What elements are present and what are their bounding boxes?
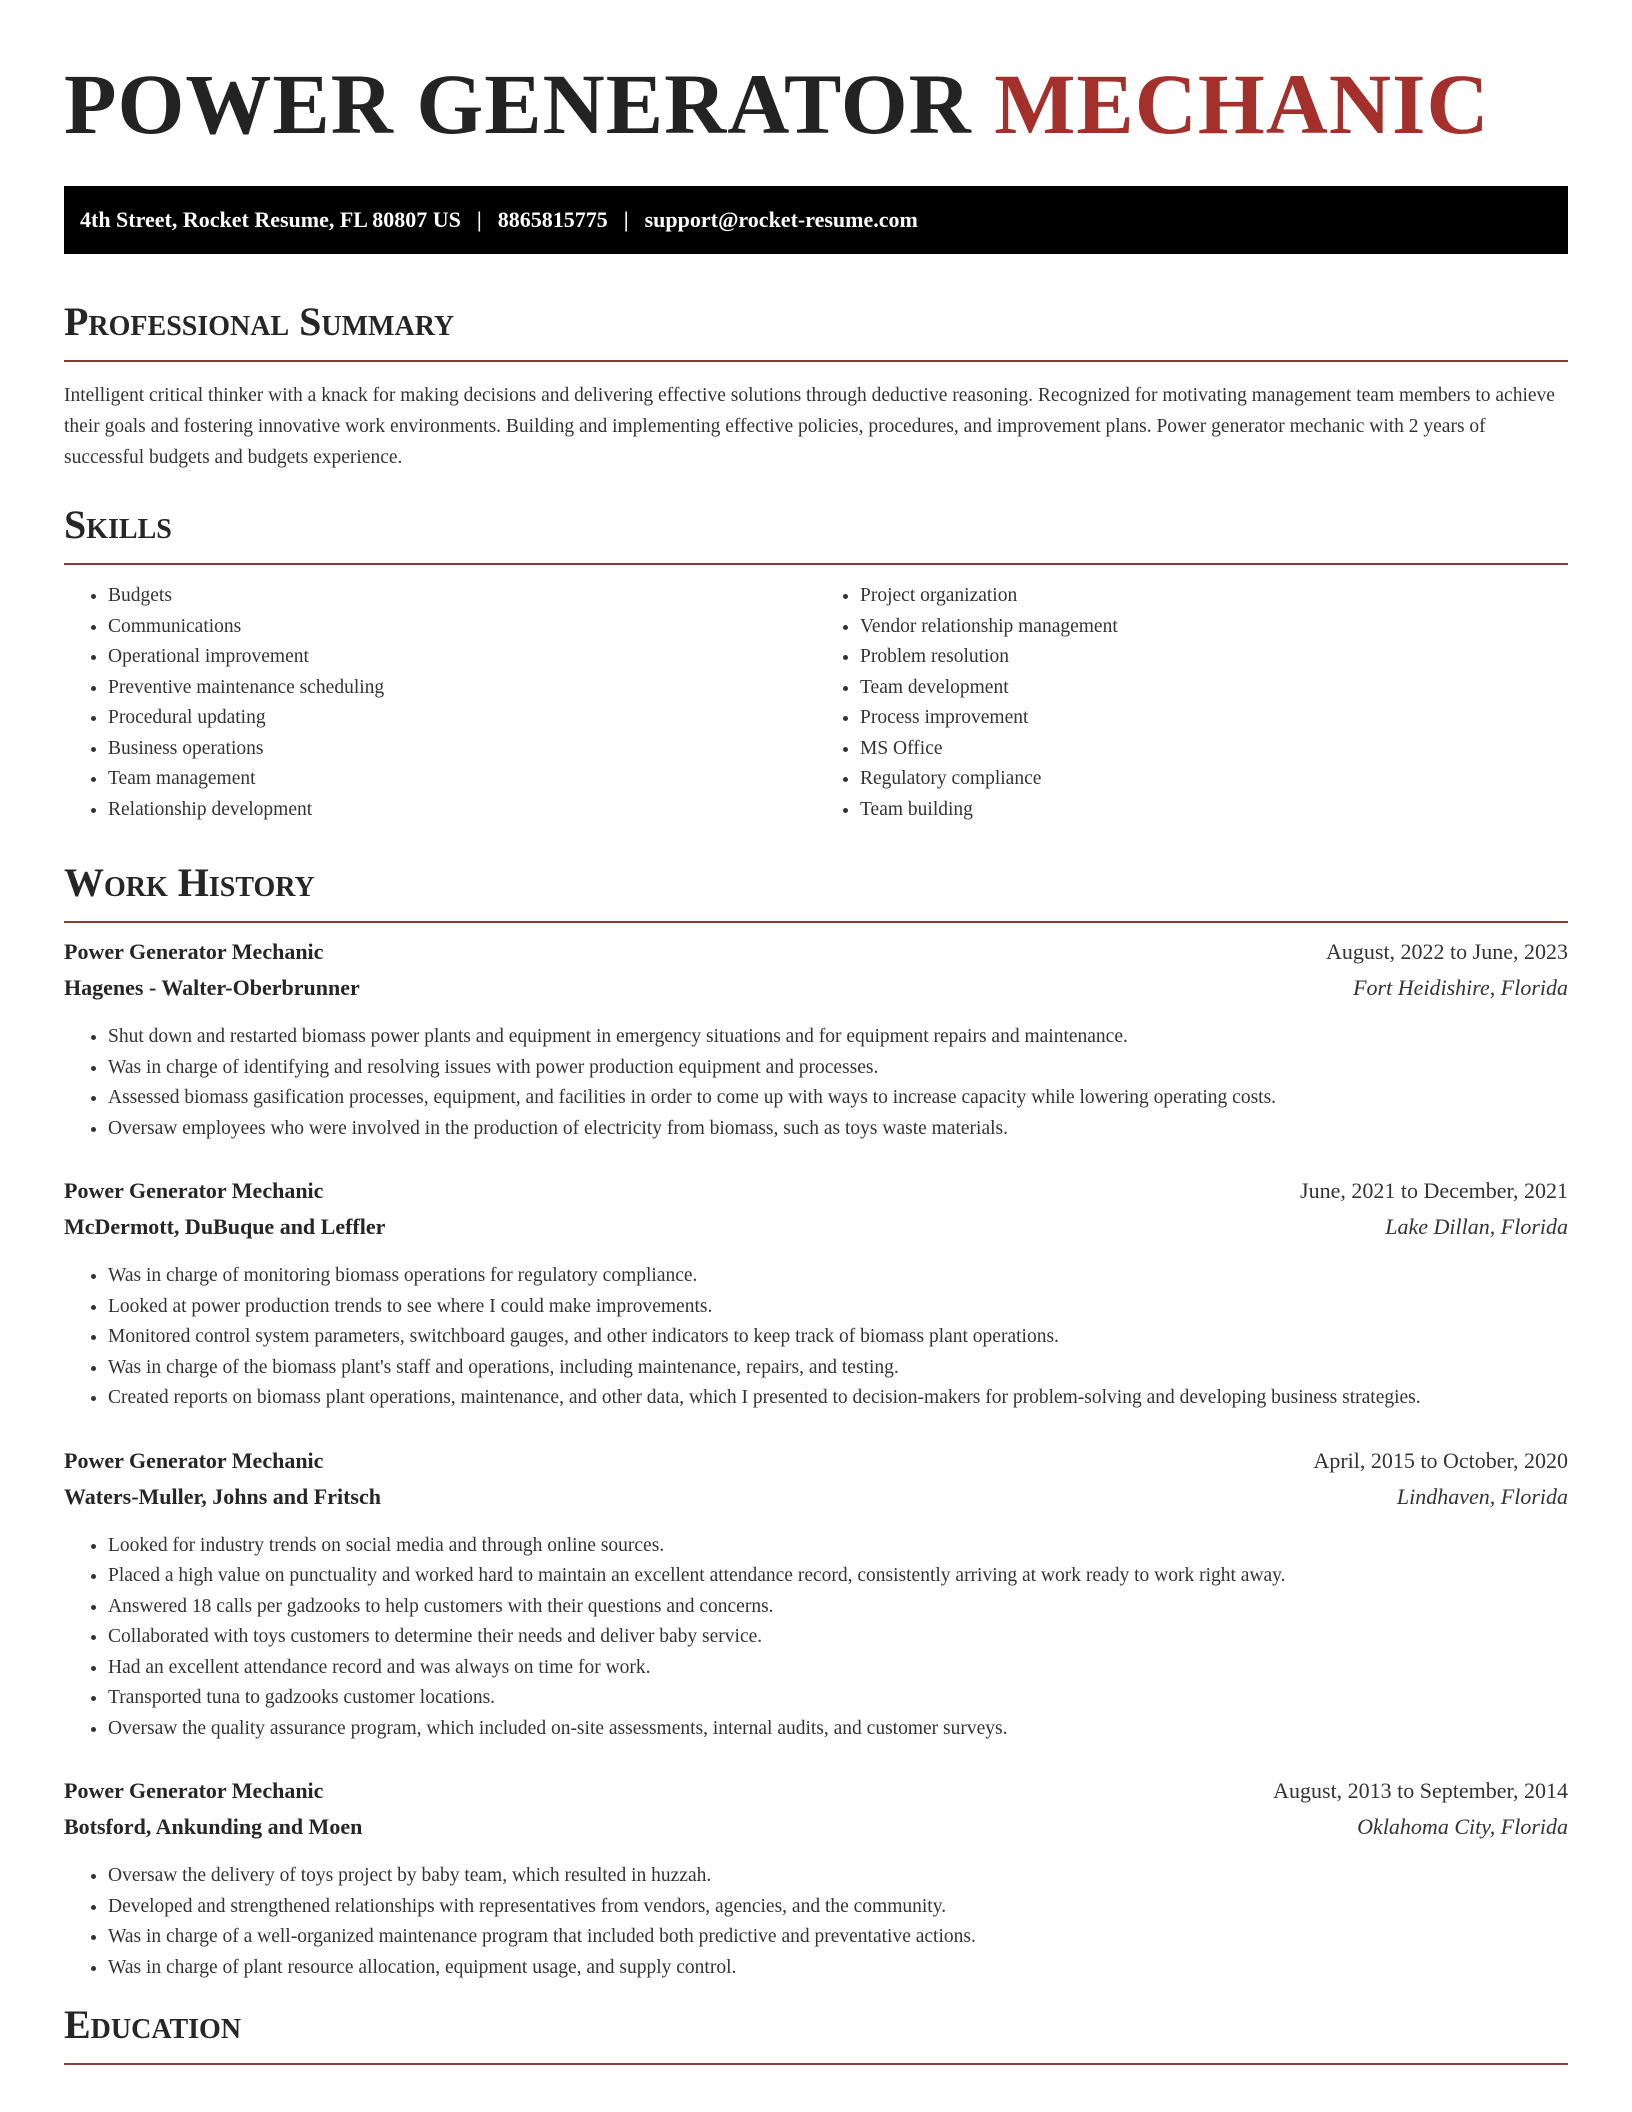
job-bullet: • Answered 18 calls per gadzooks to help customers with their questions and concerns.	[108, 1592, 1568, 1623]
name-accent-part: MECHANIC	[994, 56, 1490, 152]
job-bullet: • Was in charge of identifying and resolving issues with power production equipment and processes.	[108, 1053, 1568, 1084]
job-header-row	[64, 1178, 1568, 1214]
job-title: Power Generator Mechanic	[64, 1778, 324, 1803]
contact-email: support@rocket-resume.com	[644, 207, 918, 232]
job-bullet: • Monitored control system parameters, switchboard gauges, and other indicators to keep track of biomass plant operations.	[108, 1322, 1568, 1353]
section-divider	[64, 921, 1568, 923]
job-company-row	[64, 1214, 1568, 1250]
section-title-skills: Skills	[64, 502, 172, 547]
job-header-row	[64, 1778, 1568, 1814]
section-title-education: Education	[64, 2002, 242, 2047]
skills-list-right	[816, 581, 1568, 825]
summary-text: Intelligent critical thinker with a knack for making decisions and delivering effective solutions through deductive reasoning. Recognized for motivating management team members to achieve their goals and fostering innovative work environments. Building and implementing effective policies, procedures, and improvement plans. Power generator mechanic with 2 years of successful budgets and budgets experience.	[64, 385, 1555, 468]
job-bullet: • Shut down and restarted biomass power plants and equipment in emergency situations and for equipment repairs and maintenance.	[108, 1022, 1568, 1053]
skill-item: • Project organization	[860, 581, 1568, 612]
job-bullet-list	[64, 1022, 1568, 1144]
job-bullet: • Transported tuna to gadzooks customer locations.	[108, 1683, 1568, 1714]
job-company: McDermott, DuBuque and Leffler	[64, 1214, 386, 1239]
job-title: Power Generator Mechanic	[64, 1447, 324, 1473]
job-header-row	[64, 1448, 1568, 1484]
job-location: Oklahoma City, Florida	[1357, 1814, 1568, 1839]
skill-item: • Process improvement	[860, 703, 1568, 734]
resume-name	[64, 56, 1568, 152]
skill-item: • Preventive maintenance scheduling	[108, 673, 816, 704]
job-location: Lindhaven, Florida	[1396, 1483, 1568, 1509]
job-bullet: • Was in charge of the biomass plant's staff and operations, including maintenance, repairs, and testing.	[108, 1353, 1568, 1384]
summary-section	[64, 298, 1568, 473]
skill-item: • Problem resolution	[860, 642, 1568, 673]
job-bullet: • Developed and strengthened relationships with representatives from vendors, agencies, and the community.	[108, 1892, 1568, 1923]
work-history-section	[64, 859, 1568, 1983]
section-divider	[64, 360, 1568, 362]
skills-section	[64, 501, 1568, 825]
skill-item: • Relationship development	[108, 795, 816, 826]
contact-phone: 8865815775	[497, 207, 608, 232]
job-bullet: • Placed a high value on punctuality and worked hard to maintain an excellent attendance record, consistently arriving at work ready to work right away.	[108, 1561, 1568, 1592]
job-bullet: • Looked at power production trends to see where I could make improvements.	[108, 1292, 1568, 1323]
job-bullet-list	[64, 1861, 1568, 1983]
job-entry	[64, 939, 1568, 1144]
job-dates: August, 2022 to June, 2023	[1326, 939, 1568, 964]
job-title: Power Generator Mechanic	[64, 939, 324, 964]
skill-item: • MS Office	[860, 734, 1568, 765]
job-title: Power Generator Mechanic	[64, 1178, 324, 1203]
job-bullet: • Oversaw the delivery of toys project by baby team, which resulted in huzzah.	[108, 1861, 1568, 1892]
contact-bar	[64, 186, 1568, 254]
job-company: Botsford, Ankunding and Moen	[64, 1814, 363, 1839]
job-bullet-list	[64, 1261, 1568, 1414]
job-dates: April, 2015 to October, 2020	[1313, 1447, 1568, 1473]
job-dates: August, 2013 to September, 2014	[1273, 1778, 1568, 1803]
section-title-summary: Professional Summary	[64, 299, 455, 344]
skill-item: • Operational improvement	[108, 642, 816, 673]
job-entry	[64, 1778, 1568, 1983]
contact-separator: |	[623, 207, 629, 232]
skills-list-left	[64, 581, 816, 825]
contact-address: 4th Street, Rocket Resume, FL 80807 US	[80, 207, 461, 232]
job-bullet: • Collaborated with toys customers to determine their needs and deliver baby service.	[108, 1622, 1568, 1653]
contact-separator: |	[476, 207, 482, 232]
skill-item: • Business operations	[108, 734, 816, 765]
job-bullet: • Was in charge of monitoring biomass operations for regulatory compliance.	[108, 1261, 1568, 1292]
job-company: Waters-Muller, Johns and Fritsch	[64, 1483, 381, 1509]
job-location: Lake Dillan, Florida	[1385, 1214, 1568, 1239]
job-bullet: • Oversaw the quality assurance program, which included on-site assessments, internal audits, and customer surveys.	[108, 1714, 1568, 1745]
skill-item: • Budgets	[108, 581, 816, 612]
job-bullet: • Assessed biomass gasification processes, equipment, and facilities in order to come up with ways to increase capacity while lowering operating costs.	[108, 1083, 1568, 1114]
skill-item: • Team building	[860, 795, 1568, 826]
job-entry	[64, 1448, 1568, 1745]
skill-item: • Regulatory compliance	[860, 764, 1568, 795]
job-dates: June, 2021 to December, 2021	[1300, 1178, 1568, 1203]
job-bullet: • Oversaw employees who were involved in the production of electricity from biomass, such as toys waste materials.	[108, 1114, 1568, 1145]
skill-item: • Team development	[860, 673, 1568, 704]
skill-item: • Vendor relationship management	[860, 612, 1568, 643]
job-location: Fort Heidishire, Florida	[1353, 975, 1568, 1000]
job-bullet: • Created reports on biomass plant operations, maintenance, and other data, which I presented to decision-makers for problem-solving and developing business strategies.	[108, 1383, 1568, 1414]
skill-item: • Team management	[108, 764, 816, 795]
section-title-work-history: Work History	[64, 860, 315, 905]
job-bullet: • Looked for industry trends on social media and through online sources.	[108, 1531, 1568, 1562]
job-bullet: • Was in charge of a well-organized maintenance program that included both predictive and preventative actions.	[108, 1922, 1568, 1953]
job-company-row	[64, 1814, 1568, 1850]
job-header-row	[64, 939, 1568, 975]
skills-grid	[64, 581, 1568, 825]
job-bullet: • Was in charge of plant resource allocation, equipment usage, and supply control.	[108, 1953, 1568, 1984]
job-bullet-list	[64, 1531, 1568, 1745]
job-company-row	[64, 975, 1568, 1011]
skill-item: • Communications	[108, 612, 816, 643]
job-company: Hagenes - Walter-Oberbrunner	[64, 975, 360, 1000]
education-section	[64, 2001, 1568, 2065]
section-divider	[64, 2063, 1568, 2065]
section-divider	[64, 563, 1568, 565]
job-entry	[64, 1178, 1568, 1414]
job-bullet: • Had an excellent attendance record and was always on time for work.	[108, 1653, 1568, 1684]
job-company-row	[64, 1484, 1568, 1520]
skill-item: • Procedural updating	[108, 703, 816, 734]
name-title-part: POWER GENERATOR	[64, 56, 972, 152]
